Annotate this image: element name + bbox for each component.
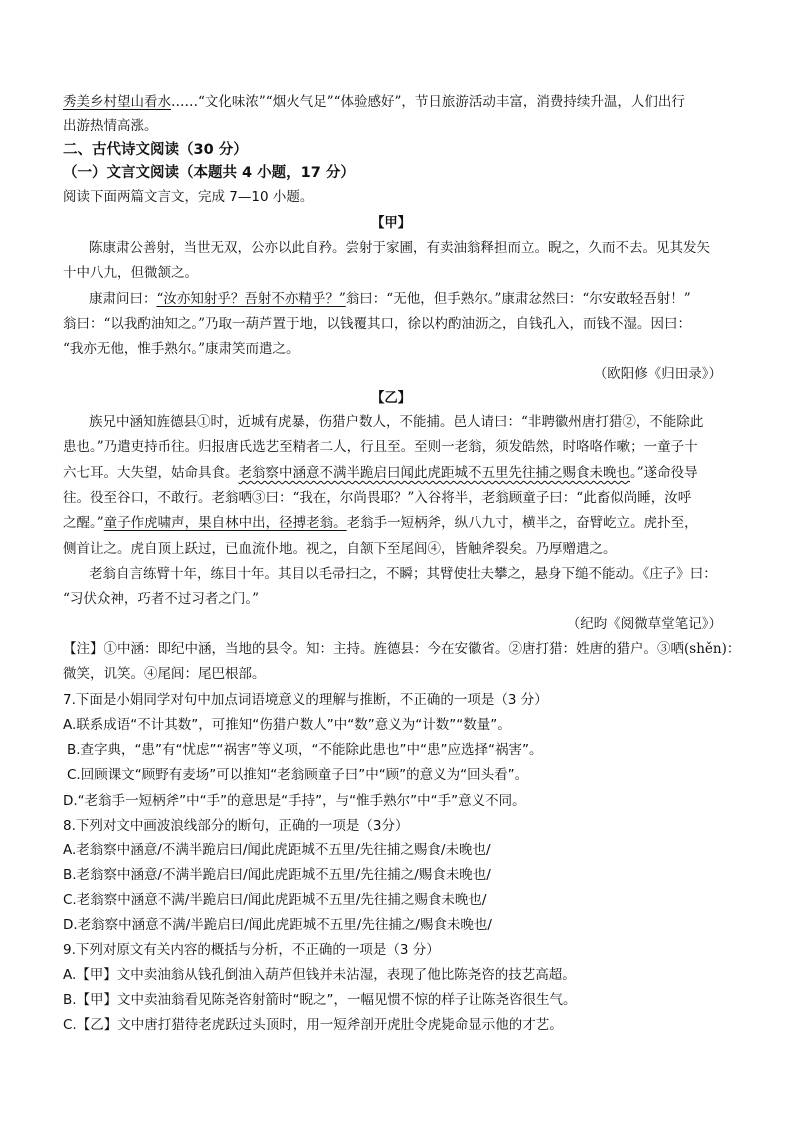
passage-line: 老翁自言练臂十年，练目十年。其目以毛帚扫之，不瞬；其臂使壮夫攀之，悬身下缒不能动。《庄子》曰： (89, 566, 717, 582)
underlined-sentence: “汝亦知射乎？吾射不亦精乎？” (156, 291, 346, 307)
option-7d: D.“老翁手一短柄斧”中“手”的意思是“手持”，与“惟手熟尔”中“手”意义不同。 (63, 793, 526, 809)
passage-source: （纪昀《阅微草堂笔记》） (566, 616, 722, 632)
annotation-line: 【注】①中涵：即纪中涵，当地的县令。知：主持。旌德县：今在安徽省。②唐打猎：姓唐的猎户。③哂(shěn)： (63, 641, 741, 657)
section-heading: 二、古代诗文阅读（30 分） (63, 142, 248, 158)
option-7a: A.联系成语“不计其数”，可推知“伤猎户数人”中“数”意义为“计数”“数量”。 (63, 717, 511, 733)
wavy-underlined-sentence: 老翁察中涵意不满半跪启曰闻此虎距城不五里先往捕之赐食未晚也 (238, 465, 630, 481)
option-9b: B.【甲】文中卖油翁看见陈尧咨射箭时“睨之”，一幅见惯不惊的样子让陈尧咨很生气。 (63, 992, 577, 1008)
passage-line: 翁曰：“以我酌油知之。”乃取一葫芦置于地，以钱覆其口，徐以杓酌油沥之，自钱孔入，而钱不湿。因曰： (63, 316, 692, 332)
passage-line: 侧首让之。虎自顶上跃过，已血流仆地。视之，自颔下至尾闾④，皆触斧裂矣。乃厚赠遣之。 (63, 541, 617, 557)
passage-line: 出游热情高涨。 (63, 118, 158, 134)
passage-yi-title: 【乙】 (371, 390, 411, 406)
option-8a: A.老翁察中涵意/不满半跪启曰/闻此虎距城不五里/先往捕之赐食/未晚也/ (63, 842, 491, 858)
question-8: 8.下列对文中画波浪线部分的断句，正确的一项是（3分） (63, 818, 409, 834)
passage-line: 十中八九，但微颔之。 (63, 265, 198, 281)
passage-line: “我亦无他，惟手熟尔。”康肃笑而遣之。 (63, 341, 300, 357)
passage-line: 族兄中涵知旌德县①时，近城有虎暴，伤猎户数人，不能捕。邑人请曰：“非聘徽州唐打猎②，不能除此 (89, 414, 704, 430)
option-7c: C.回顾课文“顾野有麦场”可以推知“老翁顾童子曰”中“顾”的意义为“回头看”。 (67, 767, 529, 783)
passage-line: 六七耳。大失望，姑命具食。老翁察中涵意不满半跪启曰闻此虎距城不五里先往捕之赐食未晚也。”遂命役导 (63, 465, 698, 481)
annotation-line: 微笑，讥笑。④尾闾：尾巴根部。 (63, 666, 266, 682)
option-9c: C.【乙】文中唐打猎待老虎跃过头顶时，用一短斧剖开虎肚令虎毙命显示他的才艺。 (63, 1017, 563, 1033)
passage-line: 往。役至谷口，不敢行。老翁哂③曰：“我在，尔尚畏耶？”入谷将半，老翁顾童子曰：“此畜似尚睡，汝呼 (63, 490, 692, 506)
subsection-heading: （一）文言文阅读（本题共 4 小题，17 分） (63, 165, 355, 181)
passage-jia-title: 【甲】 (371, 215, 411, 231)
option-8c: C.老翁察中涵意不满/半跪启曰/闻此虎距城不五里/先往捕之赐食未晚也/ (63, 892, 487, 908)
underlined-sentence: 童子作虎啸声，果自林中出，径搏老翁。 (103, 515, 347, 531)
passage-line: 患也。”乃遣吏持币往。归报唐氏选艺至精者二人，行且至。至则一老翁，须发皓然，时咯咯作嗽；一童子十 (63, 439, 698, 455)
passage-line: 康肃问曰：“汝亦知射乎？吾射不亦精乎？”翁曰：“无他，但手熟尔。”康肃忿然曰：“尔安敢轻吾射！” (89, 291, 691, 307)
passage-source: （欧阳修《归田录》） (593, 366, 722, 382)
question-9: 9.下列对原文有关内容的概括与分析，不正确的一项是（3 分） (63, 942, 440, 958)
option-8b: B.老翁察中涵意/不满半跪启曰/闻此虎距城不五里/先往捕之/赐食未晚也/ (63, 867, 491, 883)
option-9a: A.【甲】文中卖油翁从钱孔倒油入葫芦但钱并未沾湿，表现了他比陈尧咨的技艺高超。 (63, 967, 576, 983)
option-7b: B.查字典，“患”有“忧虑”“祸害”等义项，“不能除此患也”中“患”应选择“祸害”。 (67, 742, 543, 758)
passage-line: 秀美乡村望山看水……“文化味浓”“烟火气足”“体验感好”，节日旅游活动丰富，消费持续升温，人们出行 (63, 94, 685, 110)
instructions: 阅读下面两篇文言文，完成 7—10 小题。 (63, 189, 314, 205)
option-8d: D.老翁察中涵意不满/半跪启曰/闻此虎距城不五里/先往捕之/赐食未晚也/ (63, 917, 492, 933)
passage-line: 陈康肃公善射，当世无双，公亦以此自矜。尝射于家圃，有卖油翁释担而立。睨之，久而不去。见其发矢 (89, 240, 710, 256)
question-7: 7.下面是小娟同学对句中加点词语境意义的理解与推断，不正确的一项是（3 分） (63, 692, 548, 708)
underlined-phrase: 秀美乡村望山看水 (63, 94, 171, 110)
passage-line: 之醒。”童子作虎啸声，果自林中出，径搏老翁。老翁手一短柄斧，纵八九寸，横半之，奋臂屹立。虎扑至， (63, 515, 698, 531)
passage-line: “习伏众神，巧者不过习者之门。” (63, 591, 260, 607)
